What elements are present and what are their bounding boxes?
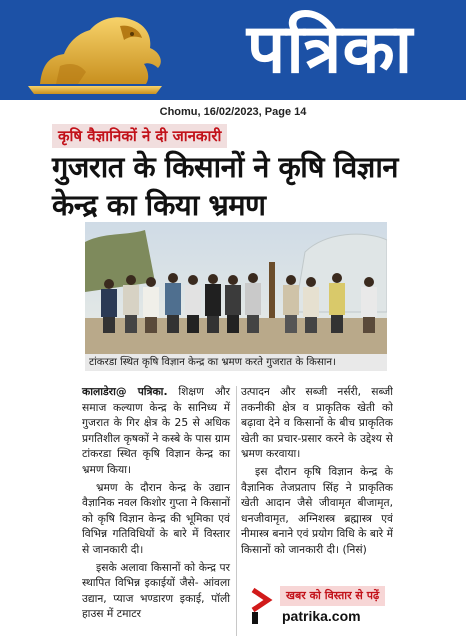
headline: गुजरात के किसानों ने कृषि विज्ञान केन्द्र का किया भ्रमण [52, 150, 398, 222]
group-photo-image [85, 222, 387, 354]
paragraph-1 [82, 384, 230, 478]
read-more-link[interactable] [248, 582, 398, 630]
paragraph-2: भ्रमण के दौरान केन्द्र के उद्यान वैज्ञानिक नवल किशोर गुप्ता ने किसानों को कृषि विज्ञान केन्द्र की भूमिका एवं विभिन्न गतिविधियों के बारे में विस्तार से जानकारी दी। [82, 480, 230, 556]
arrow-icon [250, 586, 276, 626]
paragraph-4: उत्पादन और सब्जी नर्सरी, सब्जी तकनीकी क्षेत्र व प्राकृतिक खेती को बढ़ावा देने व किसानों के बीच प्राकृतिक खेती का प्रचार-प्रसार करने के उद्देश्य से भ्रमण करवाया। [241, 385, 393, 461]
paragraph-5: इस दौरान कृषि विज्ञान केन्द्र के वैज्ञानिक तेजप्रताप सिंह ने प्राकृतिक खेती आदान जैसे जीवामृत बीजामृत, धनजीवामृत, अग्निशस्त्र ब्रह्मास्त्र एवं नीमास्त्र बनाने एवं प्रयोग विधि के बारे में किसानों को जानकारी दी। (निसं) [241, 464, 393, 556]
masthead [0, 0, 466, 100]
paragraph-1-text: शिक्षण और समाज कल्याण केन्द्र के सानिध्य में गुजरात के गिर क्षेत्र के 25 से अधिक प्रगतिशील कृषकों ने कस्बे के पास ग्राम टांकरडा स्थित कृषि विज्ञान केन्द्र का भ्रमण किया। [82, 385, 230, 476]
brand-name: पत्रिका [246, 10, 414, 89]
read-more-tag[interactable]: खबर को विस्तार से पढ़ें [280, 586, 385, 606]
article-column-right [241, 384, 393, 560]
dateline: Chomu, 16/02/2023, Page 14 [159, 106, 307, 118]
paragraph-3: इसके अलावा किसानों को केन्द्र पर स्थापित विभिन्न इकाईयों जैसे- आंवला उद्यान, प्याज भण्डारण इकाई, पॉली हाउस में टमाटर [82, 560, 230, 621]
kicker: कृषि वैज्ञानिकों ने दी जानकारी [52, 124, 227, 148]
site-url[interactable]: patrika.com [282, 608, 361, 624]
lion-icon [20, 4, 170, 96]
byline: कालाडेरा@ पत्रिका. [82, 385, 168, 398]
article-column-left [82, 384, 230, 624]
photo-caption: टांकरडा स्थित कृषि विज्ञान केन्द्र का भ्रमण करते गुजरात के किसान। [85, 354, 387, 371]
news-photo [85, 222, 387, 354]
column-divider [236, 386, 237, 636]
